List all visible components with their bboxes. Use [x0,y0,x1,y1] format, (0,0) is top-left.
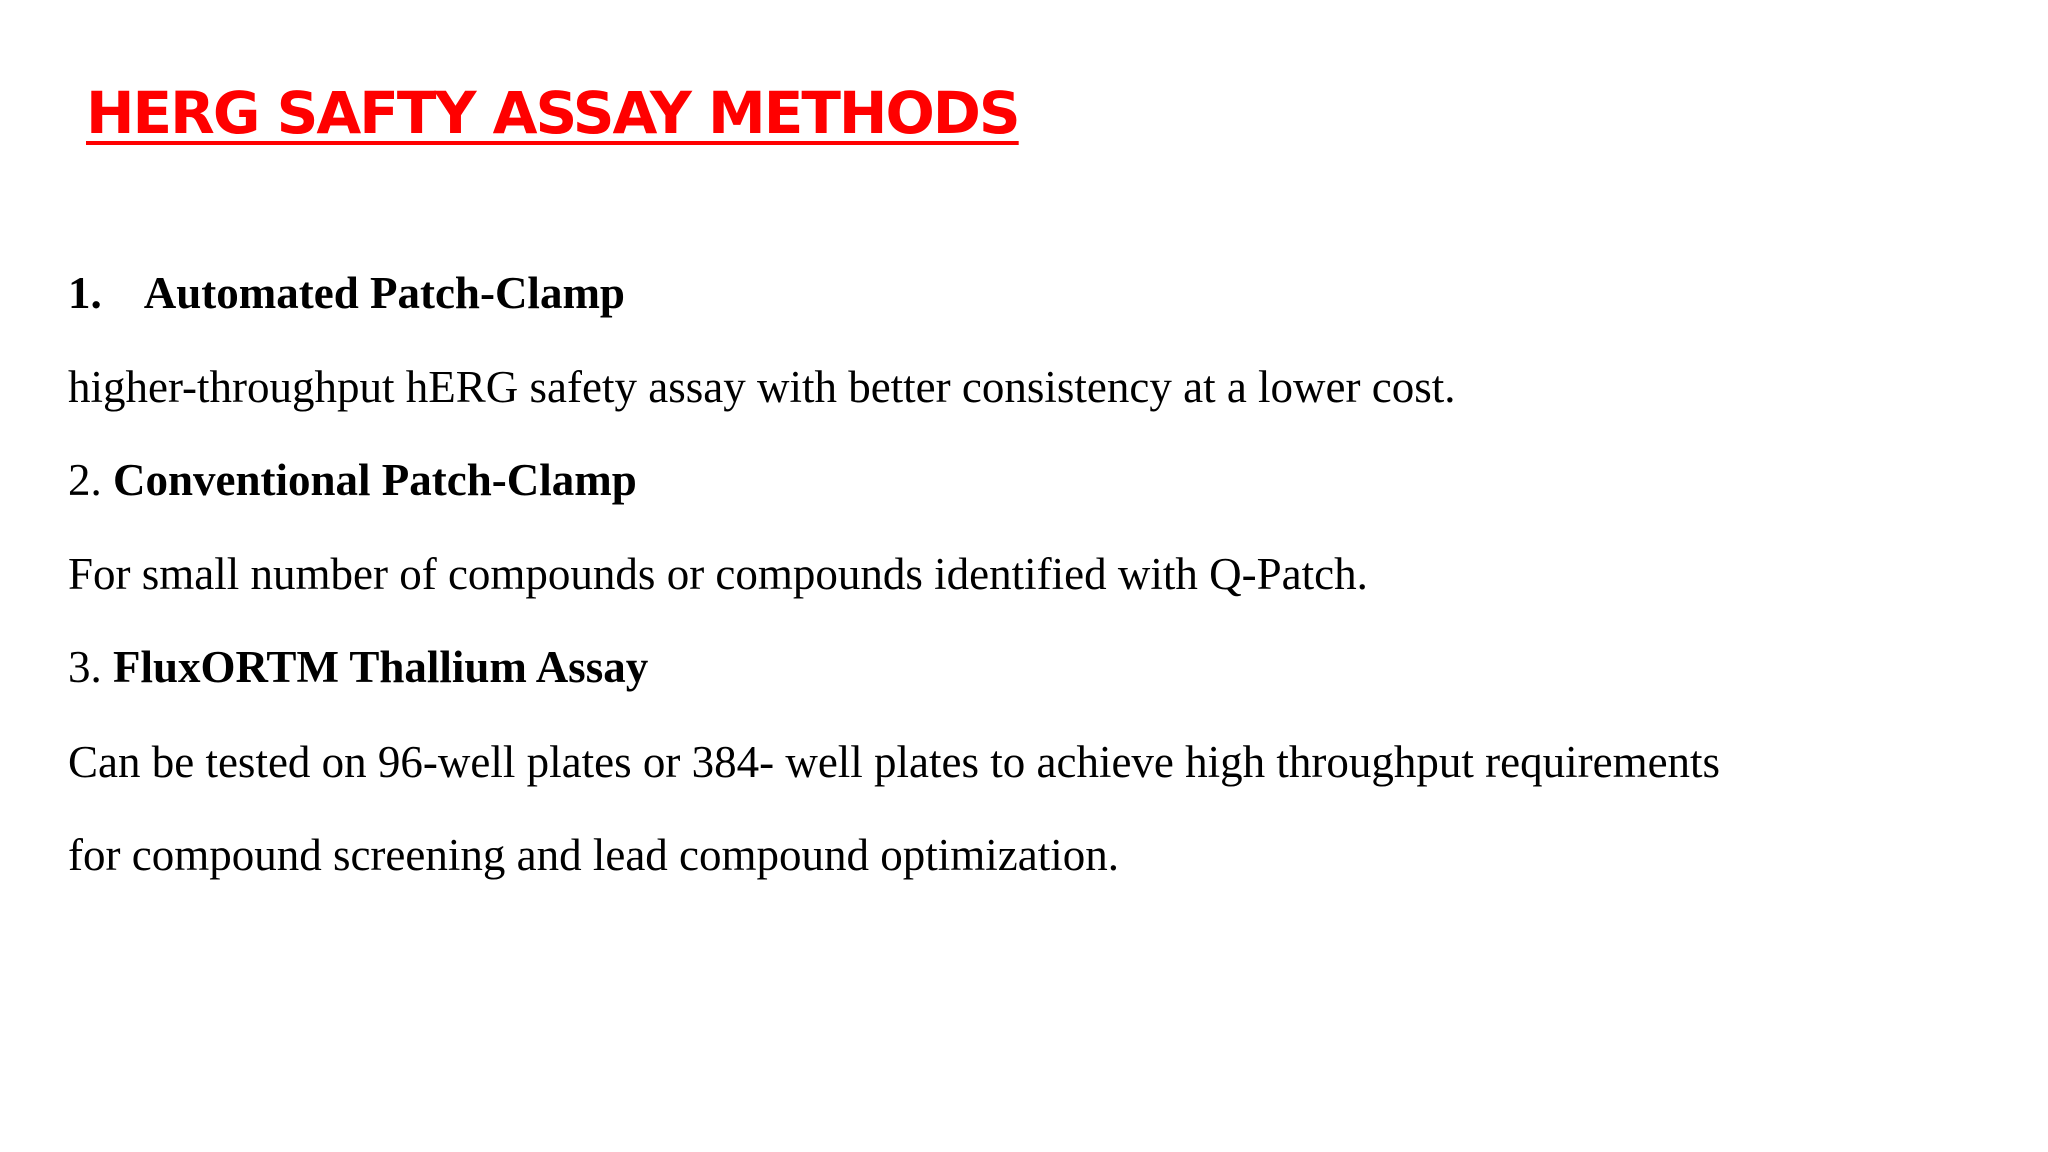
item-3-heading-line [68,642,649,692]
item-1-heading-line [68,268,625,318]
item-3-description-line-1: Can be tested on 96-well plates or 384- well plates to achieve high throughput requirements [68,737,1721,787]
item-3-heading: FluxORTM Thallium Assay [113,642,649,692]
item-3-number: 3. [68,642,102,692]
item-1-number: 1. [68,268,102,318]
item-1-description: higher-throughput hERG safety assay with better consistency at a lower cost. [68,362,1456,412]
item-1-heading: Automated Patch-Clamp [143,268,625,318]
item-2-description: For small number of compounds or compounds identified with Q-Patch. [68,549,1368,599]
slide-title: HERG SAFTY ASSAY METHODS [86,79,1019,147]
item-2-number: 2. [68,455,102,505]
item-2-heading-line [68,455,637,505]
item-3-description-line-2: for compound screening and lead compound optimization. [68,830,1119,880]
item-2-heading: Conventional Patch-Clamp [113,455,637,505]
